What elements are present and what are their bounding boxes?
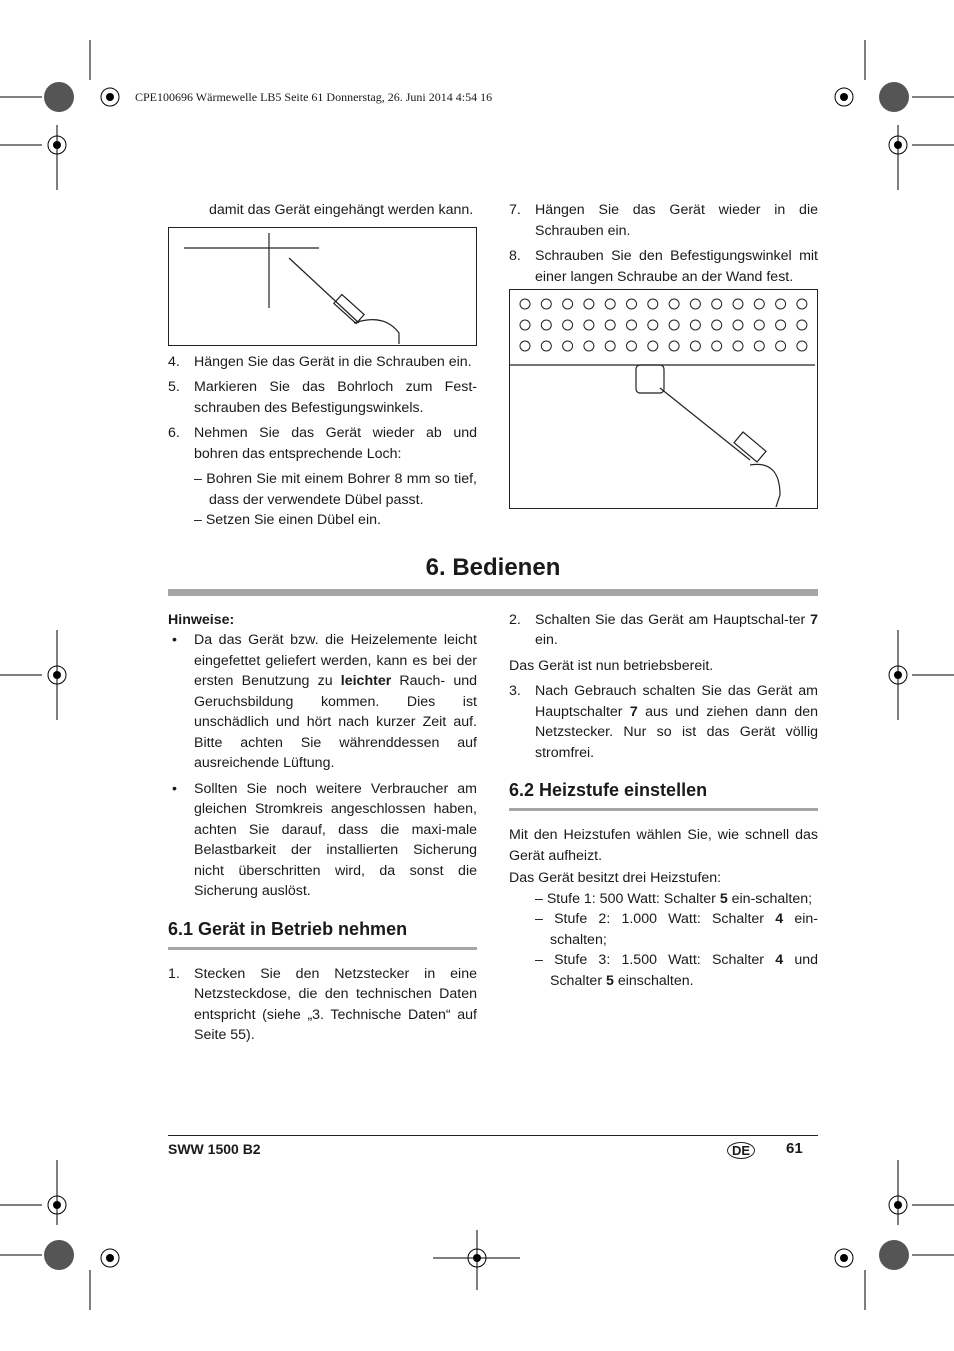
vent-hole: [584, 341, 594, 351]
subsection-rule: [168, 947, 477, 950]
step-number: 2.: [509, 611, 521, 628]
vent-hole: [797, 320, 807, 330]
vent-hole: [648, 341, 658, 351]
vent-hole: [627, 299, 637, 309]
vent-hole: [776, 341, 786, 351]
vent-hole: [605, 320, 615, 330]
step-2: [509, 610, 818, 651]
vent-hole: [754, 299, 764, 309]
note-2: [168, 779, 477, 902]
note-2-text: Sollten Sie noch weitere Verbraucher am gleichen Stromkreis angeschlossen haben, achten Sie darauf, dass die maxi-male Belastbarkeit der installierten Sicherung nicht überschritten wird, da sonst die Sicherung auslöst.: [194, 780, 477, 899]
bullet: •: [172, 780, 177, 797]
subsection-title-6-2: 6.2 Heizstufe einstellen: [509, 780, 708, 800]
level-2: – Stufe 2: 1.000 Watt: Schalter 4 ein-schalten;: [535, 911, 818, 948]
vent-hole: [776, 299, 786, 309]
ready-text: Das Gerät ist nun betriebsbereit.: [509, 657, 714, 674]
vent-hole: [754, 341, 764, 351]
right-top-column: [509, 200, 818, 515]
vent-hole: [712, 341, 722, 351]
step-text: Nach Gebrauch schalten Sie das Gerät am Hauptschalter 7 aus und ziehen dann den Netzstecker. Nur so ist das Gerät völlig stromfrei.: [535, 683, 819, 761]
step-text: Markieren Sie das Bohrloch zum Fest-schrauben des Befestigungswinkels.: [194, 379, 477, 416]
step-number: 6.: [168, 425, 180, 441]
vent-hole: [520, 341, 530, 351]
subsection-rule: [509, 808, 818, 811]
step-1: [168, 964, 477, 1046]
page-number: 61: [786, 1140, 803, 1157]
step-number: 4.: [168, 353, 180, 370]
figure-bracket-screw: [509, 289, 818, 509]
vent-hole: [733, 341, 743, 351]
vent-hole: [754, 320, 764, 330]
section-title: 6. Bedienen: [425, 553, 561, 581]
vent-hole: [690, 299, 700, 309]
vent-hole: [563, 341, 573, 351]
bullet: •: [172, 632, 177, 648]
vent-hole: [627, 320, 637, 330]
vent-hole: [797, 299, 807, 309]
note-1: [168, 630, 477, 774]
sub-item: – Bohren Sie mit einem Bohrer 8 mm so tief, dass der verwendete Dübel passt.: [194, 471, 477, 508]
subsection-title-6-1: 6.1 Gerät in Betrieb nehmen: [168, 918, 408, 939]
top-columns: [168, 200, 818, 531]
right-bottom-column: [509, 610, 818, 992]
step-text: Schrauben Sie den Befestigungswinkel mit einer langen Schraube an der Wand fest.: [535, 248, 818, 285]
paragraph: Das Gerät besitzt drei Heizstufen:: [509, 870, 722, 886]
vent-hole: [563, 299, 573, 309]
step-4: [168, 352, 477, 373]
vent-hole: [669, 320, 679, 330]
step-number: 7.: [509, 202, 521, 218]
vent-hole: [541, 320, 551, 330]
step-7: [509, 200, 818, 241]
level-3: – Stufe 3: 1.500 Watt: Schalter 4 und Schalter 5 einschalten.: [535, 952, 818, 989]
vent-hole: [712, 320, 722, 330]
section-divider: [168, 589, 818, 596]
vent-hole: [605, 299, 615, 309]
model-name: SWW 1500 B2: [168, 1141, 261, 1157]
note-1-text: Da das Gerät bzw. die Heizelemente leicht eingefettet geliefert werden, kann es bei der ersten Benutzung zu leichter Rauch- und Geruchsbildung kommen. Dies ist unschädlich und hört nach kurzer Zeit auf. Bitte achten Sie währenddessen auf ausreichende Lüftung.: [194, 632, 477, 771]
step-text: Hängen Sie das Gerät in die Schrauben ein.: [194, 353, 472, 370]
vent-hole: [690, 341, 700, 351]
vent-hole: [669, 299, 679, 309]
print-header: CPE100696 Wärmewelle LB5 Seite 61 Donnerstag, 26. Juni 2014 4:54 16: [135, 90, 493, 104]
vent-hole: [584, 320, 594, 330]
step-text: Hängen Sie das Gerät wieder in die Schrauben ein.: [535, 202, 818, 239]
bottom-columns: [168, 610, 818, 1051]
vent-hole: [520, 320, 530, 330]
step-text: Stecken Sie den Netzstecker in eine Netzsteckdose, die den technischen Daten entspricht (siehe „3. Technische Daten“ auf Seite 55).: [194, 965, 477, 1043]
language-badge: DE: [727, 1142, 755, 1159]
vent-hole: [733, 320, 743, 330]
vent-hole: [605, 341, 615, 351]
vent-hole: [776, 320, 786, 330]
vent-hole: [712, 299, 722, 309]
footer: [168, 1135, 818, 1166]
step-5: [168, 377, 477, 418]
step-8: [509, 246, 818, 287]
left-bottom-column: [168, 610, 477, 1051]
step-text: Nehmen Sie das Gerät wieder ab und bohren das entsprechende Loch:: [194, 425, 477, 462]
vent-hole: [541, 341, 551, 351]
vent-hole: [648, 320, 658, 330]
notes-label: Hinweise:: [168, 611, 235, 628]
paragraph: Mit den Heizstufen wählen Sie, wie schnell das Gerät aufheizt.: [509, 827, 818, 864]
sub-item: – Setzen Sie einen Dübel ein.: [194, 512, 381, 528]
intro-text: damit das Gerät eingehängt werden kann.: [209, 202, 474, 218]
vent-hole: [733, 299, 743, 309]
vent-hole: [584, 299, 594, 309]
step-number: 5.: [168, 379, 180, 395]
figure-screw-mounting: [168, 227, 477, 346]
vent-hole: [627, 341, 637, 351]
step-6: [168, 423, 477, 464]
step-number: 1.: [168, 965, 180, 982]
step-3: [509, 681, 818, 763]
vent-hole: [690, 320, 700, 330]
vent-hole: [520, 299, 530, 309]
left-top-column: [168, 200, 477, 531]
step-text: Schalten Sie das Gerät am Hauptschal-ter 7 ein.: [535, 611, 818, 648]
step-number: 8.: [509, 248, 521, 264]
vent-hole: [669, 341, 679, 351]
vent-hole: [563, 320, 573, 330]
vent-hole: [541, 299, 551, 309]
vent-hole: [648, 299, 658, 309]
section-header: [168, 553, 818, 610]
level-1: – Stufe 1: 500 Watt: Schalter 5 ein-schalten;: [535, 890, 813, 907]
step-number: 3.: [509, 683, 521, 699]
vent-hole: [797, 341, 807, 351]
